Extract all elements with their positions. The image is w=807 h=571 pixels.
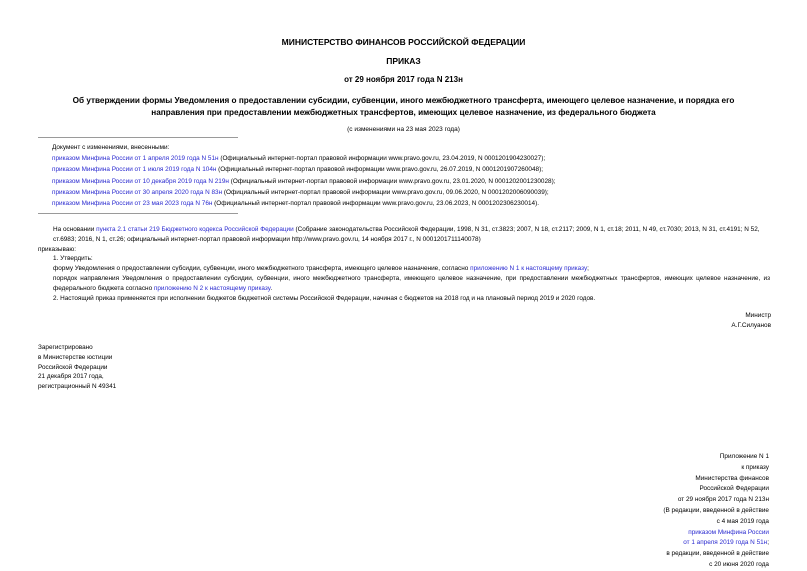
order-word: приказываю: xyxy=(38,245,76,253)
appendix-line: Российской Федерации xyxy=(699,485,769,493)
appendix-line: Министерства финансов xyxy=(695,474,769,482)
changes-intro: Документ с изменениями, внесенными: xyxy=(52,144,170,151)
appendix-line xyxy=(663,528,769,539)
basis-prefix: На основании xyxy=(53,226,97,233)
amendment-link-4[interactable]: приказом Минфина России от 30 апреля 2020 года N 83н xyxy=(52,188,223,196)
appendix-line: с 4 мая 2019 года xyxy=(716,517,769,525)
signer-name: А.Г.Силуанов xyxy=(731,321,771,329)
amendment-link-2[interactable]: приказом Минфина России от 1 июля 2019 года N 104н xyxy=(52,166,217,174)
appendix-semicolon: ; xyxy=(767,539,769,547)
title-line-2: направления при предоставлении межбюджетных трансфертов, имеющих целевое назначение, из федерального бюджета xyxy=(151,108,656,117)
appendix-line: от 29 ноября 2017 года N 213н xyxy=(677,496,769,504)
registration-line: 21 декабря 2017 года, xyxy=(38,373,104,381)
document-title xyxy=(0,95,807,119)
top-divider xyxy=(38,137,238,138)
procedure-end: . xyxy=(270,284,273,292)
changes-list xyxy=(52,142,556,209)
ministry-heading: МИНИСТЕРСТВО ФИНАНСОВ РОССИЙСКОЙ ФЕДЕРАЦИИ xyxy=(281,37,526,47)
registration-block xyxy=(38,343,116,392)
appendix-line: с 20 июня 2020 года xyxy=(709,560,769,568)
appendix-1-link[interactable]: приложению N 1 к настоящему приказу xyxy=(470,265,588,273)
list-item xyxy=(52,164,556,175)
list-item xyxy=(52,176,556,187)
amendment-source-5: (Официальный интернет-портал правовой информации www.pravo.gov.ru, 23.06.2023, N 0001202306230014). xyxy=(212,200,539,208)
signer-position: Министр xyxy=(745,312,771,319)
amendment-source-1: (Официальный интернет-портал правовой информации www.pravo.gov.ru, 23.04.2019, N 0001201904230027); xyxy=(218,155,546,163)
list-item xyxy=(52,153,556,164)
item-1-heading: 1. Утвердить: xyxy=(53,255,93,263)
procedure-text: порядок направления Уведомления о предоставлении субсидии, субвенции, иного межбюджетного трансферта, имеющего целевое назначение, при предоставлении межбюджетных трансфертов, имеющих целевое назначение, из федерального бюджета согласно xyxy=(53,274,770,292)
order-heading: ПРИКАЗ xyxy=(386,56,421,66)
amendment-link-3[interactable]: приказом Минфина России от 10 декабря 2019 года N 219н xyxy=(52,177,229,185)
title-line-1: Об утверждении формы Уведомления о предоставлении субсидии, субвенции, иного межбюджетного трансферта, имеющего целевое назначение, и порядка его xyxy=(72,96,735,105)
appendix-line: (В редакции, введенной в действие xyxy=(663,506,769,514)
amendment-source-3: (Официальный интернет-портал правовой информации www.pravo.gov.ru, 23.01.2020, N 0001202001230028); xyxy=(228,177,556,185)
item-2-paragraph: 2. Настоящий приказ применяется при исполнении бюджетов бюджетной системы Российской Федерации, начиная с бюджетов на 2018 год и на плановый период 2019 и 2020 годов. xyxy=(53,294,596,302)
appendix-number: Приложение N 1 xyxy=(719,453,769,460)
order-body xyxy=(38,225,770,303)
basis-paragraph xyxy=(38,225,770,245)
registration-line: Зарегистрировано xyxy=(38,344,93,351)
bottom-divider xyxy=(38,213,238,214)
amendment-link-1[interactable]: приказом Минфина России от 1 апреля 2019 года N 51н xyxy=(52,155,219,163)
appendix-line xyxy=(663,538,769,549)
form-text: форму Уведомления о предоставлении субсидии, субвенции, иного межбюджетного трансферта, имеющего целевое назначение, согласно xyxy=(53,265,471,273)
order-date: от 29 ноября 2017 года N 213н xyxy=(344,75,463,84)
appendix-amendment-date-link[interactable]: от 1 апреля 2019 года N 51н xyxy=(683,539,768,547)
changes-note: (с изменениями на 23 мая 2023 года) xyxy=(347,126,460,133)
form-end: ; xyxy=(587,265,589,273)
list-item xyxy=(52,198,556,209)
appendix-2-link[interactable]: приложению N 2 к настоящему приказу xyxy=(153,284,271,292)
list-item xyxy=(52,187,556,198)
appendix-line: к приказу xyxy=(741,463,769,471)
form-paragraph xyxy=(38,264,770,274)
procedure-paragraph xyxy=(38,274,770,294)
appendix-amendment-link[interactable]: приказом Минфина России xyxy=(688,528,769,536)
registration-line: регистрационный N 49341 xyxy=(38,383,117,391)
amendment-source-2: (Официальный интернет-портал правовой информации www.pravo.gov.ru, 26.07.2019, N 0001201907260048); xyxy=(216,166,543,174)
appendix-header xyxy=(663,452,769,571)
basis-rest: (Собрание законодательства Российской Федерации, 1998, N 31, ст.3823; 2007, N 18, ст.2117; 2009, N 1, ст.18; 2011, N 49, ст.7030; 2013, N 31, ст.4191; N 52, ст.6983; 2016, N 1, ст.26; официальный интернет-портал правовой информации http://www.pravo.gov.ru, 14 ноября 2017 г., N 0001201711140078) xyxy=(53,226,760,243)
signature-block xyxy=(731,311,771,331)
amendment-link-5[interactable]: приказом Минфина России от 23 мая 2023 года N 76н xyxy=(52,200,213,208)
registration-line: Российской Федерации xyxy=(38,363,108,371)
appendix-line: в редакции, введенной в действие xyxy=(666,550,769,558)
registration-line: в Министерстве юстиции xyxy=(38,353,113,361)
budget-code-link[interactable]: пункта 2.1 статьи 219 Бюджетного кодекса Российской Федерации xyxy=(96,226,294,233)
amendment-source-4: (Официальный интернет-портал правовой информации www.pravo.gov.ru, 09.06.2020, N 0001202006090039); xyxy=(222,188,549,196)
